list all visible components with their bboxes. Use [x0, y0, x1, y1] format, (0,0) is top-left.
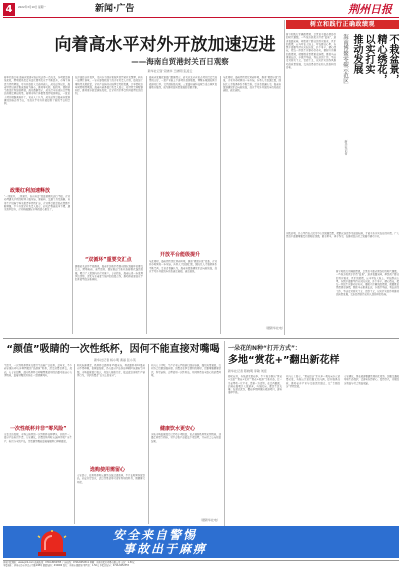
commentary-body-left: 树立和践行正确政绩观，是党员干部必须答好的时代课题。一些地方热衷于打造“盆景”，追求表面光鲜，却忽视了群众的真实需求。真正的政绩，应当写在大地上、写在群众心里。各级干部要坚持从实际出发，扑下身子、精心绣花，把每一件民生实事办好办实。要树立正确的政绩观，就要既重显绩更重潜绩，既抓当前更谋长远，多做打基础、利长远的工作，坚决反对形式主义、官僚主义，以实打实的作风推动高质量发展，交出经得起历史和人民检验的答卷。: [286, 33, 336, 69]
article1-subtitle: ——海南自贸港封关百日观察: [131, 57, 229, 66]
col-divider: [72, 76, 73, 334]
headline-line-1: 不栽盆景，: [387, 34, 398, 84]
col-divider: [74, 364, 75, 524]
commentary-headline: [352, 34, 398, 264]
article2-col3-text: 业内人士呼吁，生产企业应严格执行国家标准，强化质量管控，行业协会也要加强自律。消费者在享受便利的同时，也要增强健康意识，科学选购、合理使用一次性用品，共同营造安全放心的消费环境。: [151, 364, 221, 377]
article1-byline: 新华社记者 宋晓华 王晓明 张凌云: [147, 69, 193, 73]
article1-col4-text: 与此同时，海南持续优化营商环境，推进“极简审批”改革，企业开办时间进一步压缩。各类人才加速汇聚，国际化人才服务体系不断完善。受访者普遍认为，海南自贸港建设正迈向新阶段，高水平对外开放的步伐将越走越稳、越走越快。: [223, 76, 281, 93]
feature-title: 多地“赏花+”翻出新花样: [228, 355, 340, 366]
feature-kicker: 一朵花的N种“打开方式”：: [228, 345, 301, 352]
commentary-author: 新华社记者: [344, 140, 348, 155]
commentary-body-mid: 树立和践行正确政绩观，是党员干部必须答好的时代课题。一些地方热衷于打造“盆景”，追求表面光鲜，却忽视了群众的真实需求。真正的政绩，应当写在大地上、写在群众心里。各级干部要坚持从实际出发，扑下身子、精心绣花，把每一件民生实事办好办实。要树立正确的政绩观，就要既重显绩更重潜绩，既抓当前更谋长远，多做打基础、利长远的工作，坚决反对形式主义、官僚主义，以实打实的作风推动高质量发展，交出经得起历史和人民检验的答卷。: [336, 270, 399, 297]
feature-col1-text: 春暖花开，各地迎来赏花季。不少地方推出“赏花+文旅”“赏花+农业”“赏花+夜游”等新业态，让一朵花带动一片产业、富裕一方百姓。在江西婺源，油菜花海吸引大批游客，当地民宿、餐饮生意火爆；在湖北武汉，樱花季期间推出夜游项目，游客络绎不绝。: [228, 375, 282, 395]
headline-line-3: 以实打实: [363, 34, 374, 74]
col-divider: [284, 20, 285, 335]
issue-date: 2022年3月10日 星期一: [18, 6, 46, 9]
article2-col2b-text: 专家提示，使用纸杯时应避免盛装过烫液体，不宜长时间存放饮品。家庭日常饮水，还是尽量使用可重复利用的杯具，既健康又环保。: [77, 474, 145, 484]
article1-col3-text: 海南省发展改革部门数据显示，封关以来全省重点项目投资完成情况良好，一批产业链上下游项目加快集聚。博鳌乐城国际医疗旅游先行区、文昌国际航天城、三亚崖州湾科技城等重点园区发展势头强劲，成为推动高质量发展的重要引擎。: [149, 76, 217, 89]
col-divider: [224, 341, 225, 526]
ad-line-2: 事故出于麻痹: [123, 542, 208, 556]
article2-col3b-text: 多地市场监管部门已启动专项检查，重点抽检纸杯荧光性物质、油墨迁移量等指标，对不合格产品依法下架处理，并向社会公布检查结果。: [151, 433, 221, 443]
article2-col1-text: 生活中，一次性纸杯因其方便卫生而被广泛使用。近年来，不少商家推出印有各种图案的“高颜值”纸杯，深受消费者喜爱。然而，有专家提醒，部分纸杯杯口印刷图案使用的油墨可能含有有害物质，直接对嘴饮用存在一定健康风险。: [4, 364, 72, 377]
footer-line-1: 荆州日报网址：www.jzrb.com 新闻热线：0716-8452355 广告热线：0716-8452311 印刷：荆州日报社印务有限公司 定价：1.50元: [3, 561, 135, 564]
article1-title: 向着高水平对外开放加速迈进: [54, 35, 276, 55]
article2-col1-subhead: 一次性纸杯并非“零风险”: [10, 426, 67, 432]
footer-line-2: 本报地址：荆州市沙市区北京中路198号 邮政编码：434000 发行：荆州市邮政局 零售价：1.50元 本报总编室：0716-8452355: [3, 564, 129, 568]
article2-col3-subhead: 健康饮水更安心: [160, 426, 196, 432]
safety-ad-banner: [3, 526, 399, 558]
article1-col2-text: 在洋浦经济开发区，来自多个国家和地区的货轮往来频繁，码头一派繁忙景象。一家从事保税加工的企业负责人介绍，依托加工增值免关税政策，企业产品销往内地享受免税优惠，订单量较去年同期明显增加。海南省商务部门负责人表示，将持续完善配套制度，推动更多政策落地见效，让企业真正享受到开放带来的红利。: [75, 76, 143, 96]
article2-byline: 新华社记者 杨小明 黄丽 张小英: [94, 358, 136, 362]
article1-col3-subhead: 开放平台能级提升: [160, 252, 201, 258]
col-divider: [220, 76, 221, 334]
footer: [3, 560, 399, 571]
commentary-banner: [286, 20, 399, 29]
headline-line-2: 精心绣花，: [375, 34, 386, 84]
commentary-side-title: 海南博鳌零碳示范区: [342, 34, 348, 84]
article1-col1b-text: “一线放开、二线管住、岛内自由”的监管模式运行平稳。企业办理通关手续的时间大幅压缩，原辅料、交通工具及游艇、自用生产设备等零关税清单持续扩容，企业享受政策的获得感不断增强。不少外贸企业负责人表示，封关后物流成本下降、通关效率提升，企业拓展国际市场的信心更足了。: [4, 195, 70, 212]
col-divider: [146, 76, 147, 334]
page-header: [3, 3, 399, 17]
siren-icon: [35, 530, 69, 556]
article1-col2-subhead: “双循环”重要交汇点: [85, 257, 132, 263]
header-rule: [3, 17, 399, 18]
article2-title: “颜值”吸睛的一次性纸杯，因何不能直接对嘴喝: [6, 344, 220, 355]
article2-end-note: （据新华社电）: [198, 518, 220, 522]
section-title: 新闻·广告: [95, 4, 135, 14]
col-divider: [148, 364, 149, 524]
article1-col2b-text: 随着封关运作平稳推进，海南正加快打造国内国际双循环重要交汇点。跨境电商、离岸贸易、国际航运等新业态新模式蓬勃发展，吸引了大批国内外企业落户。专家指出，海南应进一步发挥区位优势，深化与东南亚等地区的经贸合作，推动形成更高水平的开放型经济新体制。: [75, 265, 143, 282]
article1-col3b-text: 与此同时，海南持续优化营商环境，推进“极简审批”改革，企业开办时间进一步压缩。各类人才加速汇聚，国际化人才服务体系不断完善。受访者普遍认为，海南自贸港建设正迈向新阶段，高水平对外开放的步伐将越走越稳、越走越快。: [149, 260, 217, 273]
commentary-body-bottom: 实践证明，只有坚持以人民为中心的发展思想，把群众满意作为最高标准，才能干出实实在在的业绩。广大党员干部要增强责任感和使命感，敢于担当、善于作为，在推动经济社会发展中建功立业。: [286, 232, 399, 239]
ad-line-1: 安全来自警惕: [113, 528, 198, 542]
feature-col2-text: 业内人士表示，“赏花经济”正从单一观光向多元消费转变，各地应注重挖掘文化内涵，提升服务品质，推动花卉产业与文旅深度融合，让“美丽经济”持续绽放。: [286, 375, 340, 388]
page-number: 4: [3, 3, 15, 16]
article1-end-note: （据新华社电）: [263, 326, 285, 330]
article2-col1b-text: 记者走访发现，市场上销售的一次性纸杯品种繁多，价格不一，部分产品标识不清。专家建议，消费者购买时应选择正规厂家生产、标识齐全的产品，尽量避免嘴唇直接接触杯口印刷部位。: [4, 433, 72, 443]
headline-line-4: 推动发展: [351, 34, 362, 74]
article1-col1-subhead: 政策红利加速释放: [10, 188, 51, 194]
article1-col1-text: 新华社海口电 海南自贸港全岛封关运作一百天来，各项政策落地见效，跨境贸易投资自由化便利化水平不断提升，市场主体活力持续释放，对外开放的大门越开越大。封关运作以来，海南坚持以制度集成创新为核心，推动零关税、低税率、简税制等政策红利加快释放。海关数据显示，封关后全岛进出口货物总值同比增长明显，新增市场主体数量保持较快增长，一批重大项目相继落地开工。业内人士认为，封关运作是海南自贸港建设的标志性节点，为高水平对外开放提供了新的平台和空间。: [4, 76, 70, 106]
feature-byline: 新华社记者 陈晓明 李敏 刘佳: [228, 369, 267, 373]
commentary-banner-text: 树立和践行正确政绩观: [309, 21, 375, 28]
article2-col2-text: 相关标准规定，纸杯杯口距杯身15毫米内、杯底距杯身10毫米内不得印刷。但调查发现，仍有部分产品存在印刷区域超标等问题。市场监管部门表示，将加大抽检力度，依法查处违规生产销售行为，守护消费者“舌尖上的安全”。: [77, 364, 145, 377]
article2-col2-subhead: 选购使用需留心: [90, 467, 126, 473]
feature-col3-text: 专家建议，赏花旅游要避免同质化竞争，加强交通疏导和生态保护，让游客玩得舒心、看得尽兴，实现经济效益与社会效益双赢。: [344, 375, 399, 385]
section-divider: [3, 338, 399, 339]
newspaper-logo: 荆州日报: [348, 3, 392, 16]
